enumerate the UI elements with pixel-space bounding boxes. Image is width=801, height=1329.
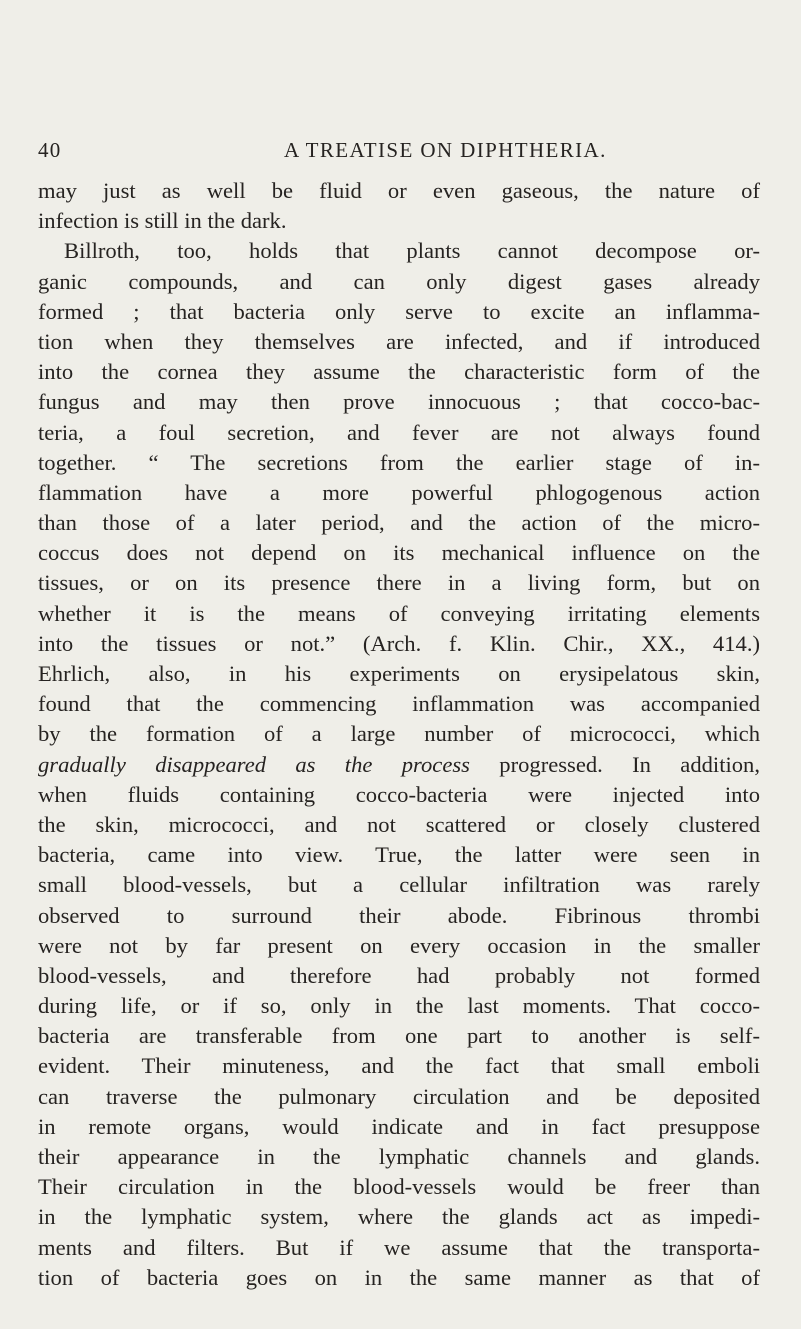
text-line: during life, or if so, only in the last moments. That cocco- [38, 993, 760, 1019]
text-line: found that the commencing inflammation was accompanied [38, 691, 760, 717]
page-number: 40 [38, 138, 62, 162]
running-title: A TREATISE ON DIPHTHERIA. [284, 138, 607, 162]
text-line: whether it is the means of conveying irritating elements [38, 600, 760, 626]
text-line: can traverse the pulmonary circulation and be deposited [38, 1083, 760, 1109]
text-line: small blood-vessels, but a cellular infiltration was rarely [38, 872, 760, 898]
text-line: Billroth, too, holds that plants cannot decompose or- [64, 238, 760, 264]
text-line: bacteria, came into view. True, the latter were seen in [38, 842, 760, 868]
text-line: by the formation of a large number of micrococci, which [38, 721, 760, 747]
text-line: coccus does not depend on its mechanical influence on the [38, 540, 760, 566]
text-fragment: progressed. In addition, [499, 751, 760, 777]
text-line: flammation have a more powerful phlogogenous action [38, 479, 760, 505]
text-line: the skin, micrococci, and not scattered or closely clustered [38, 811, 760, 837]
text-line: were not by far present on every occasion in the smaller [38, 932, 760, 958]
text-line: in the lymphatic system, where the glands act as impedi- [38, 1204, 760, 1230]
text-line: infection is still in the dark. [38, 208, 287, 234]
text-line: blood-vessels, and therefore had probably not formed [38, 962, 760, 988]
text-line: Their circulation in the blood-vessels would be freer than [38, 1174, 760, 1200]
text-line: their appearance in the lymphatic channels and glands. [38, 1144, 760, 1169]
body-text [38, 176, 760, 1293]
text-line: may just as well be fluid or even gaseous, the nature of [38, 178, 760, 203]
running-header [38, 138, 760, 166]
text-line: together. “ The secretions from the earlier stage of in- [38, 449, 760, 475]
text-line: into the tissues or not.” (Arch. f. Klin. Chir., XX., 414.) [38, 630, 760, 656]
text-line: Ehrlich, also, in his experiments on erysipelatous skin, [38, 661, 760, 686]
text-line: fungus and may then prove innocuous ; that cocco-bac- [38, 389, 760, 415]
text-line: ments and filters. But if we assume that the transporta- [38, 1234, 760, 1260]
text-line: ganic compounds, and can only digest gases already [38, 268, 760, 294]
text-line: observed to surround their abode. Fibrinous thrombi [38, 902, 760, 928]
text-line: bacteria are transferable from one part to another is self- [38, 1023, 760, 1049]
text-line: teria, a foul secretion, and fever are not always found [38, 419, 760, 445]
text-line: tion of bacteria goes on in the same manner as that of [38, 1264, 760, 1290]
text-line: evident. Their minuteness, and the fact that small emboli [38, 1053, 760, 1079]
text-line: than those of a later period, and the action of the micro- [38, 510, 760, 536]
text-line-mixed [38, 750, 760, 780]
text-line: formed ; that bacteria only serve to excite an inflamma- [38, 298, 760, 324]
text-line: when fluids containing cocco-bacteria were injected into [38, 781, 760, 807]
text-line: tion when they themselves are infected, and if introduced [38, 328, 760, 354]
text-line: tissues, or on its presence there in a living form, but on [38, 570, 760, 596]
italic-phrase: gradually disappeared as the process [38, 751, 470, 777]
text-line: in remote organs, would indicate and in fact presuppose [38, 1113, 760, 1139]
text-line: into the cornea they assume the characteristic form of the [38, 359, 760, 385]
